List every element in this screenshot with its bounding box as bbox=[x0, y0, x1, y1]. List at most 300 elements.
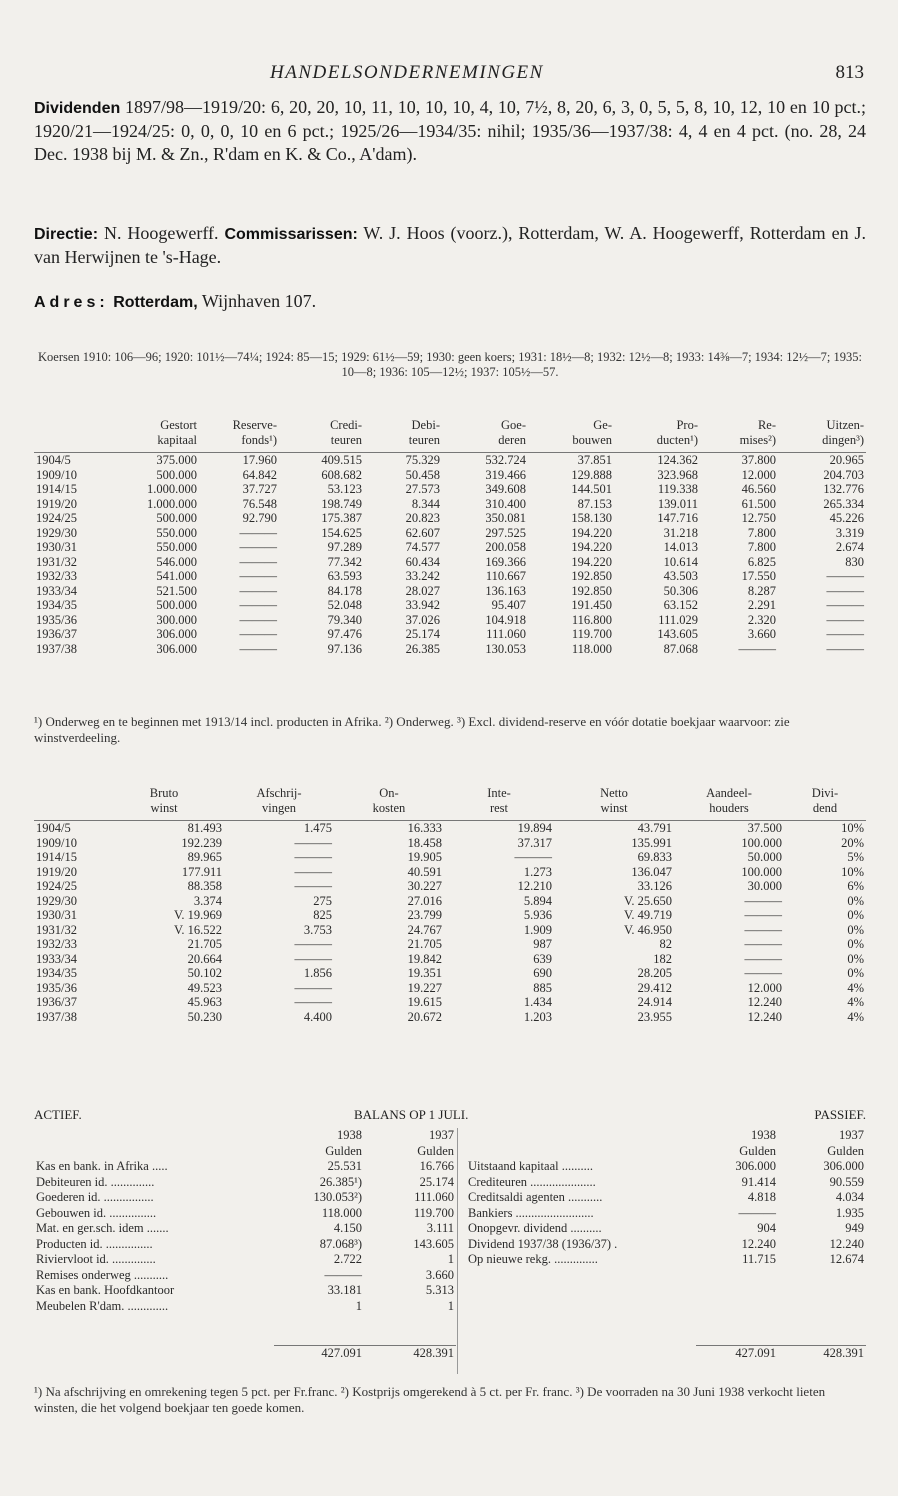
balance-item-label: Riviervloot id. .............. bbox=[36, 1252, 156, 1266]
table-cell: 50.458 bbox=[405, 467, 440, 482]
column-header bbox=[364, 418, 442, 453]
column-header-line: rest bbox=[489, 801, 509, 815]
table-cell: 23.799 bbox=[407, 908, 442, 922]
table-cell: 40.591 bbox=[407, 864, 442, 879]
table-cell: 116.800 bbox=[571, 612, 612, 627]
column-header-line: bouwen bbox=[572, 433, 612, 447]
table-cell: ——— bbox=[738, 641, 776, 656]
balance-value: 119.700 bbox=[413, 1205, 454, 1220]
table-row bbox=[34, 981, 866, 996]
table-row bbox=[34, 468, 866, 483]
balance-value: 4.818 bbox=[747, 1190, 776, 1204]
table-cell: 350.081 bbox=[485, 511, 526, 525]
column-header-line: kosten bbox=[372, 801, 406, 815]
spacer-row bbox=[34, 1330, 456, 1346]
table-cell: ——— bbox=[826, 583, 864, 598]
table-cell: ——— bbox=[294, 835, 332, 850]
row-year: 1914/15 bbox=[36, 850, 77, 864]
table-cell: ——— bbox=[826, 598, 864, 612]
col-year-1937: 1937 bbox=[839, 1128, 864, 1142]
column-header-line: Credi- bbox=[330, 418, 362, 432]
column-header-line: Uitzen- bbox=[826, 418, 864, 432]
balance-value: 1 bbox=[447, 1298, 454, 1313]
table-cell: 4% bbox=[847, 995, 864, 1009]
table-cell: ——— bbox=[294, 879, 332, 893]
table-cell: 29.412 bbox=[637, 980, 672, 995]
table-cell: 0% bbox=[847, 966, 864, 980]
table-cell: ——— bbox=[826, 569, 864, 583]
table-cell: 21.705 bbox=[187, 937, 222, 951]
table-cell: 88.358 bbox=[187, 879, 222, 893]
balance-value: 111.060 bbox=[414, 1190, 454, 1204]
balance-total-row bbox=[466, 1345, 866, 1361]
table-cell: 20% bbox=[841, 835, 864, 850]
share-prices: Koersen 1910: 106—96; 1920: 101½—74¼; 1924: 85—15; 1929: 61½—59; 1930: geen koers; 1931: 18½—8; 1932: 12½—8; 1933: 14⅜—7; 1934: 12½—7; 1935: 10—8; 1936: 105—12½; 1937: 105½—57. bbox=[38, 350, 862, 379]
table-cell: 10% bbox=[841, 864, 864, 879]
row-year: 1919/20 bbox=[36, 496, 77, 511]
row-year: 1919/20 bbox=[36, 864, 77, 879]
balance-row bbox=[34, 1237, 456, 1253]
table-cell: 2.674 bbox=[835, 540, 864, 554]
table-cell: 124.362 bbox=[614, 453, 700, 468]
table-cell: 310.400 bbox=[485, 496, 526, 511]
table-cell: ——— bbox=[744, 951, 782, 966]
table-cell: 52.048 bbox=[327, 598, 362, 612]
balance-value: 25.174 bbox=[419, 1174, 454, 1189]
table-cell: ——— bbox=[744, 966, 782, 980]
profit-history-table bbox=[34, 786, 866, 1024]
table-cell: 3.660 bbox=[747, 627, 776, 641]
col-year-1938: 1938 bbox=[337, 1128, 362, 1142]
row-year: 1936/37 bbox=[36, 995, 77, 1009]
table-header-row bbox=[34, 418, 866, 453]
dividend-paragraph bbox=[34, 96, 866, 166]
table-cell: 76.548 bbox=[242, 496, 277, 511]
table-cell: 1.000.000 bbox=[147, 482, 197, 496]
column-header-line: Reserve- bbox=[232, 418, 277, 432]
table-cell: V. 49.719 bbox=[623, 908, 672, 922]
column-header-line: Afschrij- bbox=[256, 786, 302, 800]
table-cell: 12.000 bbox=[747, 980, 782, 995]
table-cell: 100.000 bbox=[741, 835, 782, 850]
table-cell: 169.366 bbox=[485, 554, 526, 569]
column-header bbox=[199, 418, 279, 453]
balance-row bbox=[34, 1221, 456, 1237]
column-header-line: Goe- bbox=[501, 418, 526, 432]
table-cell: 3.374 bbox=[193, 893, 222, 908]
table-cell: 31.218 bbox=[663, 525, 698, 540]
table-cell: 521.500 bbox=[156, 583, 197, 598]
table-cell: 19.842 bbox=[407, 951, 442, 966]
table-cell: 136.163 bbox=[485, 583, 526, 598]
table-cell: ——— bbox=[294, 995, 332, 1009]
table-cell: 19.227 bbox=[407, 980, 442, 995]
address-street: Wijnhaven 107. bbox=[201, 291, 317, 311]
column-header-line: winst bbox=[150, 801, 178, 815]
balance-value: 1 bbox=[447, 1252, 454, 1266]
table-cell: 30.227 bbox=[407, 879, 442, 893]
balance-value: 1.935 bbox=[835, 1205, 864, 1220]
table-cell: V. 19.969 bbox=[173, 908, 222, 922]
table-cell: 175.387 bbox=[321, 511, 362, 525]
table-cell: 4.400 bbox=[303, 1009, 332, 1024]
table-cell: 37.800 bbox=[700, 453, 778, 468]
table-cell: ——— bbox=[744, 922, 782, 937]
balance-value: 11.715 bbox=[742, 1252, 776, 1266]
balance-value: 91.414 bbox=[741, 1174, 776, 1189]
balance-value: 5.313 bbox=[425, 1283, 454, 1297]
table-cell: 608.682 bbox=[321, 467, 362, 482]
balance-item-label: Bankiers ......................... bbox=[468, 1205, 594, 1220]
table-cell: 24.767 bbox=[407, 922, 442, 937]
column-header bbox=[34, 418, 104, 453]
table-cell: ——— bbox=[294, 864, 332, 879]
commissarissen-label: Commissarissen: bbox=[224, 226, 358, 243]
table-cell: 144.501 bbox=[571, 482, 612, 496]
table-cell: 100.000 bbox=[741, 864, 782, 879]
column-header-line: winst bbox=[600, 801, 628, 815]
table-cell: 23.955 bbox=[637, 1009, 672, 1024]
table-cell: 63.152 bbox=[663, 598, 698, 612]
table-cell: 639 bbox=[533, 951, 552, 966]
balance-item-label: Producten id. ............... bbox=[36, 1236, 153, 1251]
row-year: 1930/31 bbox=[36, 908, 77, 922]
spacer-row bbox=[466, 1283, 866, 1299]
table-cell: 1.203 bbox=[523, 1009, 552, 1024]
table-cell: 75.329 bbox=[364, 453, 442, 468]
table-cell: 10% bbox=[784, 821, 866, 836]
table-cell: V. 16.522 bbox=[173, 922, 222, 937]
balance-row bbox=[466, 1221, 866, 1237]
table-cell: 50.306 bbox=[663, 583, 698, 598]
table-cell: 297.525 bbox=[485, 525, 526, 540]
balance-value: 1 bbox=[355, 1298, 362, 1313]
table-header-row bbox=[34, 786, 866, 821]
balance-item-label: Crediteuren ..................... bbox=[468, 1174, 596, 1189]
running-header bbox=[0, 62, 898, 86]
table-cell: ——— bbox=[239, 641, 277, 656]
table-row bbox=[34, 879, 866, 894]
table-cell: 300.000 bbox=[156, 612, 197, 627]
balance-row bbox=[34, 1159, 456, 1175]
table-cell: 33.126 bbox=[637, 879, 672, 893]
balance-value: 130.053²) bbox=[313, 1190, 362, 1204]
balance-value: 306.000 bbox=[735, 1159, 776, 1173]
table-row bbox=[34, 894, 866, 909]
actief-label: ACTIEF. bbox=[34, 1107, 82, 1122]
balance-item-label: Dividend 1937/38 (1936/37) . bbox=[468, 1236, 618, 1251]
column-header-line: deren bbox=[498, 433, 526, 447]
column-header-line: teuren bbox=[330, 433, 362, 447]
table-cell: V. 46.950 bbox=[623, 922, 672, 937]
balance-item-label: Meubelen R'dam. ............. bbox=[36, 1298, 169, 1313]
balance-value: ——— bbox=[324, 1267, 362, 1282]
column-header-line: ducten¹) bbox=[656, 433, 698, 447]
table-cell: 119.700 bbox=[571, 627, 612, 641]
table-cell: ——— bbox=[294, 951, 332, 966]
address-paragraph bbox=[34, 290, 866, 314]
col-unit: Gulden bbox=[417, 1143, 454, 1158]
row-year: 1933/34 bbox=[36, 583, 77, 598]
balance-value: 12.240 bbox=[741, 1236, 776, 1251]
row-year: 1929/30 bbox=[36, 525, 77, 540]
section-title: HANDELSONDERNEMINGEN bbox=[270, 62, 544, 83]
column-header-line: houders bbox=[709, 801, 749, 815]
balance-total: 428.391 bbox=[778, 1345, 866, 1361]
directie-text: N. Hoogewerff. bbox=[103, 223, 219, 243]
table-cell: 550.000 bbox=[156, 540, 197, 554]
table-cell: ——— bbox=[239, 583, 277, 598]
table-cell: 987 bbox=[533, 937, 552, 951]
table-cell: 87.068 bbox=[663, 641, 698, 656]
table-cell: 532.724 bbox=[442, 453, 528, 468]
row-year: 1931/32 bbox=[36, 922, 77, 937]
table-cell: 74.577 bbox=[405, 540, 440, 554]
column-header-line: Pro- bbox=[676, 418, 698, 432]
table-cell: 12.240 bbox=[747, 995, 782, 1009]
table-cell: 60.434 bbox=[405, 554, 440, 569]
table-cell: 265.334 bbox=[823, 496, 864, 511]
column-header-line: Aandeel- bbox=[706, 786, 752, 800]
column-header-line: kapitaal bbox=[157, 433, 197, 447]
table-cell: 97.289 bbox=[327, 540, 362, 554]
table-cell: 110.667 bbox=[485, 569, 526, 583]
table-cell: ——— bbox=[239, 540, 277, 554]
table-row bbox=[34, 453, 866, 468]
col-unit: Gulden bbox=[739, 1143, 776, 1158]
balance-title: BALANS OP 1 JULI. bbox=[354, 1107, 469, 1122]
column-header bbox=[104, 786, 224, 821]
table-cell: 25.174 bbox=[405, 627, 440, 641]
table-cell: 19.894 bbox=[444, 821, 554, 836]
table-cell: 5% bbox=[847, 850, 864, 864]
table-row bbox=[34, 642, 866, 657]
table-cell: 7.800 bbox=[747, 540, 776, 554]
row-year: 1924/25 bbox=[36, 511, 77, 525]
balance-row bbox=[34, 1283, 456, 1299]
table-cell: 0% bbox=[847, 893, 864, 908]
row-year: 1935/36 bbox=[36, 612, 77, 627]
table-cell: 306.000 bbox=[156, 627, 197, 641]
table-cell: 12.240 bbox=[747, 1009, 782, 1024]
table-cell: 27.573 bbox=[405, 482, 440, 496]
table-cell: 19.351 bbox=[407, 966, 442, 980]
table-cell: 136.047 bbox=[631, 864, 672, 879]
row-year: 1924/25 bbox=[36, 879, 77, 893]
balance-value: 12.240 bbox=[829, 1236, 864, 1251]
balance-row bbox=[466, 1206, 866, 1222]
table-cell: 18.458 bbox=[407, 835, 442, 850]
table-cell: 27.016 bbox=[407, 893, 442, 908]
balance-item-label: Uitstaand kapitaal .......... bbox=[468, 1159, 593, 1173]
table-cell: 45.963 bbox=[187, 995, 222, 1009]
table-cell: 0% bbox=[847, 908, 864, 922]
balance-sheet-header bbox=[34, 1107, 866, 1125]
table-cell: 1.434 bbox=[523, 995, 552, 1009]
table-cell: 275 bbox=[313, 893, 332, 908]
table-cell: ——— bbox=[239, 554, 277, 569]
column-header bbox=[778, 418, 866, 453]
total-label bbox=[466, 1345, 696, 1361]
table-row bbox=[34, 952, 866, 967]
row-year: 1935/36 bbox=[36, 980, 77, 995]
table-cell: 111.060 bbox=[486, 627, 526, 641]
table-cell: 550.000 bbox=[156, 525, 197, 540]
page-number: 813 bbox=[835, 62, 864, 83]
balance-item-label: Kas en bank. in Afrika ..... bbox=[36, 1159, 168, 1173]
col-unit: Gulden bbox=[325, 1143, 362, 1158]
table-cell: 5.936 bbox=[523, 908, 552, 922]
table-cell: 3.753 bbox=[303, 922, 332, 937]
table-cell: 1.273 bbox=[523, 864, 552, 879]
table-row bbox=[34, 923, 866, 938]
table-cell: 69.833 bbox=[637, 850, 672, 864]
table-cell: 546.000 bbox=[156, 554, 197, 569]
balance-value: 87.068³) bbox=[319, 1236, 362, 1251]
table-row bbox=[34, 569, 866, 584]
balance-total: 428.391 bbox=[364, 1345, 456, 1361]
table-cell: 37.851 bbox=[528, 453, 614, 468]
column-header bbox=[224, 786, 334, 821]
column-header-line: dingen³) bbox=[822, 433, 864, 447]
table-cell: ——— bbox=[239, 525, 277, 540]
row-year: 1936/37 bbox=[36, 627, 77, 641]
col-unit: Gulden bbox=[827, 1143, 864, 1158]
table-cell: 82 bbox=[659, 937, 672, 951]
table-cell: 500.000 bbox=[156, 598, 197, 612]
column-header-line: vingen bbox=[261, 801, 297, 815]
row-year: 1931/32 bbox=[36, 554, 77, 569]
row-year: 1904/5 bbox=[34, 821, 104, 836]
balance-value: 2.722 bbox=[333, 1252, 362, 1266]
balance-row bbox=[466, 1237, 866, 1253]
address-city: Rotterdam, bbox=[113, 294, 198, 311]
balance-row bbox=[34, 1206, 456, 1222]
table-cell: 49.523 bbox=[187, 980, 222, 995]
table-cell: 154.625 bbox=[321, 525, 362, 540]
column-header-line: Netto bbox=[600, 786, 628, 800]
table-cell: 53.123 bbox=[327, 482, 362, 496]
table-row bbox=[34, 598, 866, 613]
dividend-text: 1897/98—1919/20: 6, 20, 20, 10, 11, 10, 10, 10, 4, 10, 7½, 8, 20, 6, 3, 0, 5, 5, 8, 10, 12, 10 en 10 pct.; 1920/21—1924/25: 0, 0, 0, 10 en 6 pct.; 1925/26—1934/35: nihil; 1935/36—1937/38: 4, 4 en 4 pct. (no. 28, 24 Dec. 1938 bij M. & Zn., R'dam en K. & Co., A'dam). bbox=[34, 97, 866, 164]
column-header-line: Gestort bbox=[160, 418, 197, 432]
column-divider bbox=[457, 1128, 458, 1374]
table-cell: 349.608 bbox=[485, 482, 526, 496]
table-cell: 26.385 bbox=[405, 641, 440, 656]
table-cell: 77.342 bbox=[327, 554, 362, 569]
table-cell: 46.560 bbox=[741, 482, 776, 496]
table-cell: 2.291 bbox=[747, 598, 776, 612]
spacer-row bbox=[34, 1314, 456, 1330]
table-cell: 690 bbox=[533, 966, 552, 980]
table-cell: 17.550 bbox=[741, 569, 776, 583]
balance-value: 904 bbox=[757, 1221, 776, 1235]
commissarissen-text: W. J. Hoos (voorz.), Rotterdam, W. A. Hoogewerff, Rotterdam en J. van Herwijnen te 's-Hage. bbox=[34, 223, 866, 267]
column-header-line: Divi- bbox=[811, 786, 839, 800]
table-cell: ——— bbox=[744, 908, 782, 922]
table-cell: 111.029 bbox=[658, 612, 698, 627]
column-header bbox=[554, 786, 674, 821]
table-cell: 204.703 bbox=[823, 467, 864, 482]
table-cell: ——— bbox=[744, 937, 782, 951]
table-cell: 37.500 bbox=[674, 821, 784, 836]
balance-row bbox=[466, 1190, 866, 1206]
table-cell: 84.178 bbox=[327, 583, 362, 598]
table-row bbox=[34, 555, 866, 570]
column-header bbox=[104, 418, 199, 453]
balance-row bbox=[34, 1190, 456, 1206]
table-cell: 0% bbox=[847, 922, 864, 937]
table-cell: 306.000 bbox=[156, 641, 197, 656]
balance-value: 306.000 bbox=[823, 1159, 864, 1173]
balance-value: 4.150 bbox=[333, 1221, 362, 1235]
table-cell: 825 bbox=[313, 908, 332, 922]
table-cell: 62.607 bbox=[405, 525, 440, 540]
table-cell: 97.136 bbox=[327, 641, 362, 656]
table-cell: 64.842 bbox=[242, 467, 277, 482]
column-header-line: Ge- bbox=[593, 418, 612, 432]
balance-row bbox=[34, 1268, 456, 1284]
table-cell: 1.909 bbox=[523, 922, 552, 937]
balance-value: 90.559 bbox=[829, 1174, 864, 1189]
column-header-line: fonds¹) bbox=[241, 433, 277, 447]
row-year: 1932/33 bbox=[36, 569, 77, 583]
table-cell: 33.242 bbox=[405, 569, 440, 583]
table-cell: ——— bbox=[826, 612, 864, 627]
column-header-line: Debi- bbox=[411, 418, 440, 432]
balance-value: 25.531 bbox=[327, 1159, 362, 1173]
table-cell: ——— bbox=[294, 937, 332, 951]
table-cell: ——— bbox=[744, 893, 782, 908]
table-cell: 37.317 bbox=[517, 835, 552, 850]
row-year: 1937/38 bbox=[36, 1009, 77, 1024]
address-label: Adres: bbox=[34, 294, 109, 311]
table-cell: 24.914 bbox=[637, 995, 672, 1009]
row-year: 1934/35 bbox=[36, 966, 77, 980]
table-row bbox=[34, 526, 866, 541]
column-header bbox=[700, 418, 778, 453]
balance-item-label: Onopgevr. dividend .......... bbox=[468, 1221, 602, 1235]
column-header-line: teuren bbox=[408, 433, 440, 447]
column-header-line: mises²) bbox=[739, 433, 776, 447]
table-cell: 19.615 bbox=[407, 995, 442, 1009]
table-cell: 130.053 bbox=[485, 641, 526, 656]
balance-item-label: Remises onderweg ........... bbox=[36, 1267, 169, 1282]
table-cell: 33.942 bbox=[405, 598, 440, 612]
table-cell: 194.220 bbox=[571, 525, 612, 540]
table-cell: 43.791 bbox=[554, 821, 674, 836]
row-year: 1937/38 bbox=[36, 641, 77, 656]
table-row bbox=[34, 850, 866, 865]
table-row bbox=[34, 497, 866, 512]
table-cell: ——— bbox=[239, 612, 277, 627]
column-header bbox=[784, 786, 866, 821]
balance-item-label: Mat. en ger.sch. idem ....... bbox=[36, 1221, 169, 1235]
table-cell: 14.013 bbox=[663, 540, 698, 554]
unit-header-row bbox=[466, 1144, 866, 1160]
table-cell: 17.960 bbox=[199, 453, 279, 468]
table-cell: 61.500 bbox=[741, 496, 776, 511]
table-cell: 182 bbox=[653, 951, 672, 966]
table-row bbox=[34, 908, 866, 923]
table-cell: 194.220 bbox=[571, 554, 612, 569]
table-cell: 20.823 bbox=[405, 511, 440, 525]
spacer-row bbox=[466, 1268, 866, 1284]
dividend-label: Dividenden bbox=[34, 100, 121, 117]
row-year: 1932/33 bbox=[36, 937, 77, 951]
table-row bbox=[34, 836, 866, 851]
balance-value: 16.766 bbox=[419, 1159, 454, 1173]
